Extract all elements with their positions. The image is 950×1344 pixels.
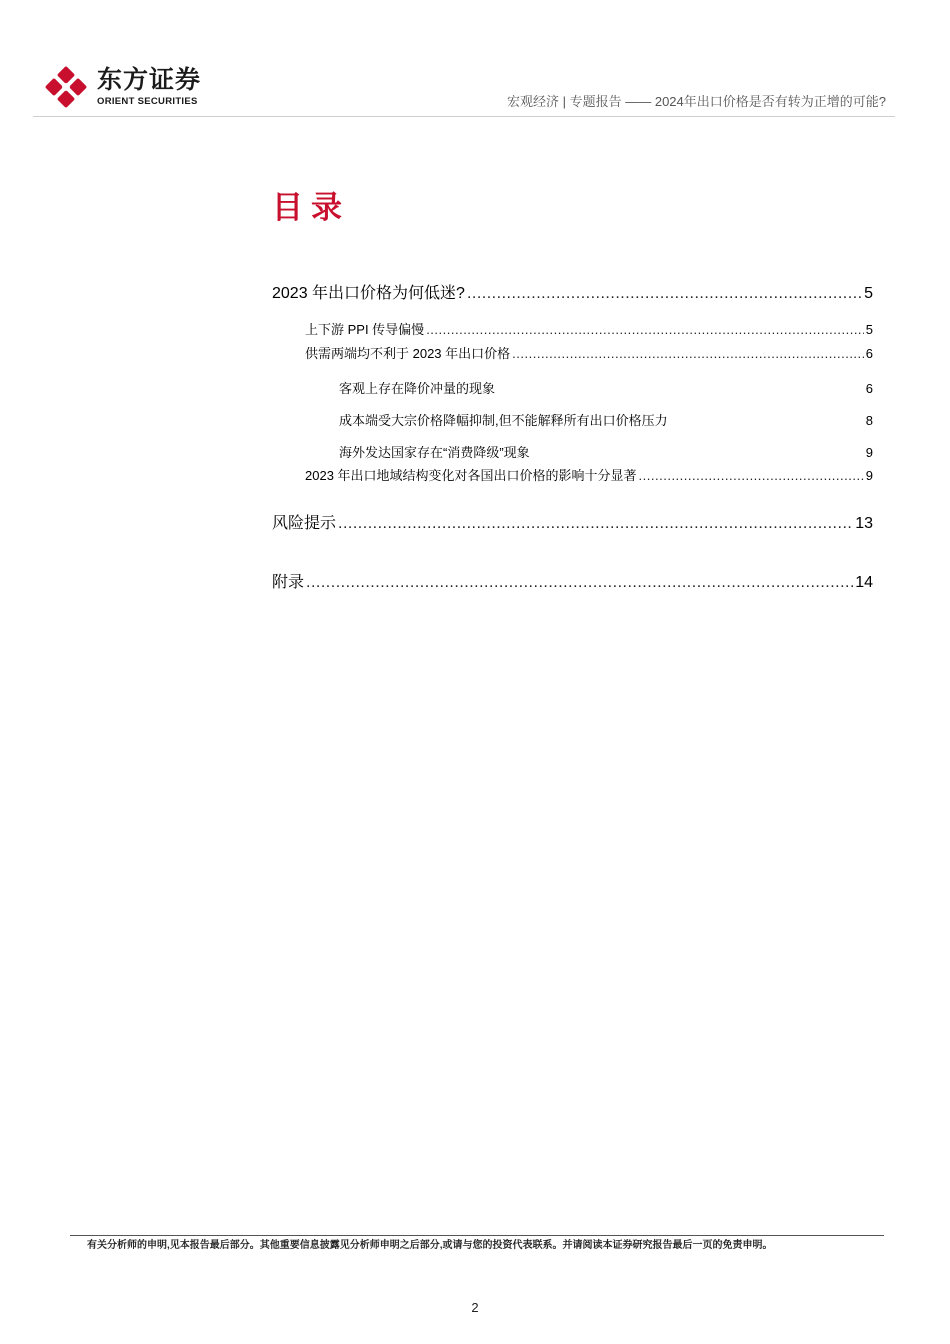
toc-entry[interactable] — [272, 569, 873, 592]
toc-entry-text: 风险提示 — [272, 515, 337, 532]
header-divider — [33, 116, 895, 117]
toc-entry-page: 13 — [855, 515, 873, 532]
toc-entry-page: 9 — [865, 468, 873, 483]
breadcrumb: 宏观经济 | 专题报告 —— 2024年出口价格是否有转为正增的可能? — [507, 94, 886, 109]
toc-leader-dots — [467, 285, 862, 303]
toc-leader-dots — [306, 574, 853, 592]
toc-entry[interactable] — [305, 319, 873, 338]
toc-entry-text: 成本端受大宗价格降幅抑制,但不能解释所有出口价格压力 — [339, 413, 668, 428]
toc-entry-page: 5 — [864, 285, 873, 302]
toc-entry[interactable] — [339, 410, 873, 429]
toc-entry[interactable] — [305, 465, 873, 484]
toc-entry[interactable] — [339, 442, 873, 461]
footer-divider — [70, 1235, 884, 1236]
page-number: 2 — [471, 1300, 479, 1315]
toc-entry[interactable] — [272, 280, 873, 303]
toc-entry-page: 14 — [855, 574, 873, 591]
toc-entry[interactable] — [305, 343, 873, 362]
toc-entry-page: 6 — [865, 346, 873, 361]
toc-entry-text: 2023 年出口地域结构变化对各国出口价格的影响十分显著 — [305, 468, 637, 483]
page-header — [0, 0, 950, 118]
toc-entry[interactable] — [339, 378, 873, 397]
toc-entry-text: 供需两端均不利于 2023 年出口价格 — [305, 346, 511, 361]
toc-entry-text: 2023 年出口价格为何低迷? — [272, 285, 465, 302]
toc-leader-dots — [338, 515, 853, 533]
toc-leader-dots — [512, 346, 864, 361]
toc-leader-dots — [639, 468, 864, 483]
toc-entry-text: 客观上存在降价冲量的现象 — [339, 381, 496, 396]
toc-title: 目录 — [272, 190, 350, 225]
toc-entry-text: 海外发达国家存在“消费降级”现象 — [339, 445, 530, 460]
brand-name-en: ORIENT SECURITIES — [97, 96, 198, 107]
toc-entry-text: 上下游 PPI 传导偏慢 — [305, 322, 425, 337]
toc-leader-dots — [426, 322, 864, 337]
footer-disclaimer: 有关分析师的申明,见本报告最后部分。其他重要信息披露见分析师申明之后部分,或请与您的投资代表联系。并请阅读本证券研究报告最后一页的免责申明。 — [87, 1240, 773, 1251]
orient-securities-logo-icon — [43, 64, 89, 110]
brand-name-cn: 东方证券 — [97, 66, 202, 94]
toc-entry-page: 5 — [865, 322, 873, 337]
toc-entry[interactable] — [272, 510, 873, 533]
toc-entry-page: 6 — [865, 381, 873, 396]
toc-entry-text: 附录 — [272, 574, 305, 591]
toc-entry-page: 8 — [865, 413, 873, 428]
toc-entry-page: 9 — [865, 445, 873, 460]
